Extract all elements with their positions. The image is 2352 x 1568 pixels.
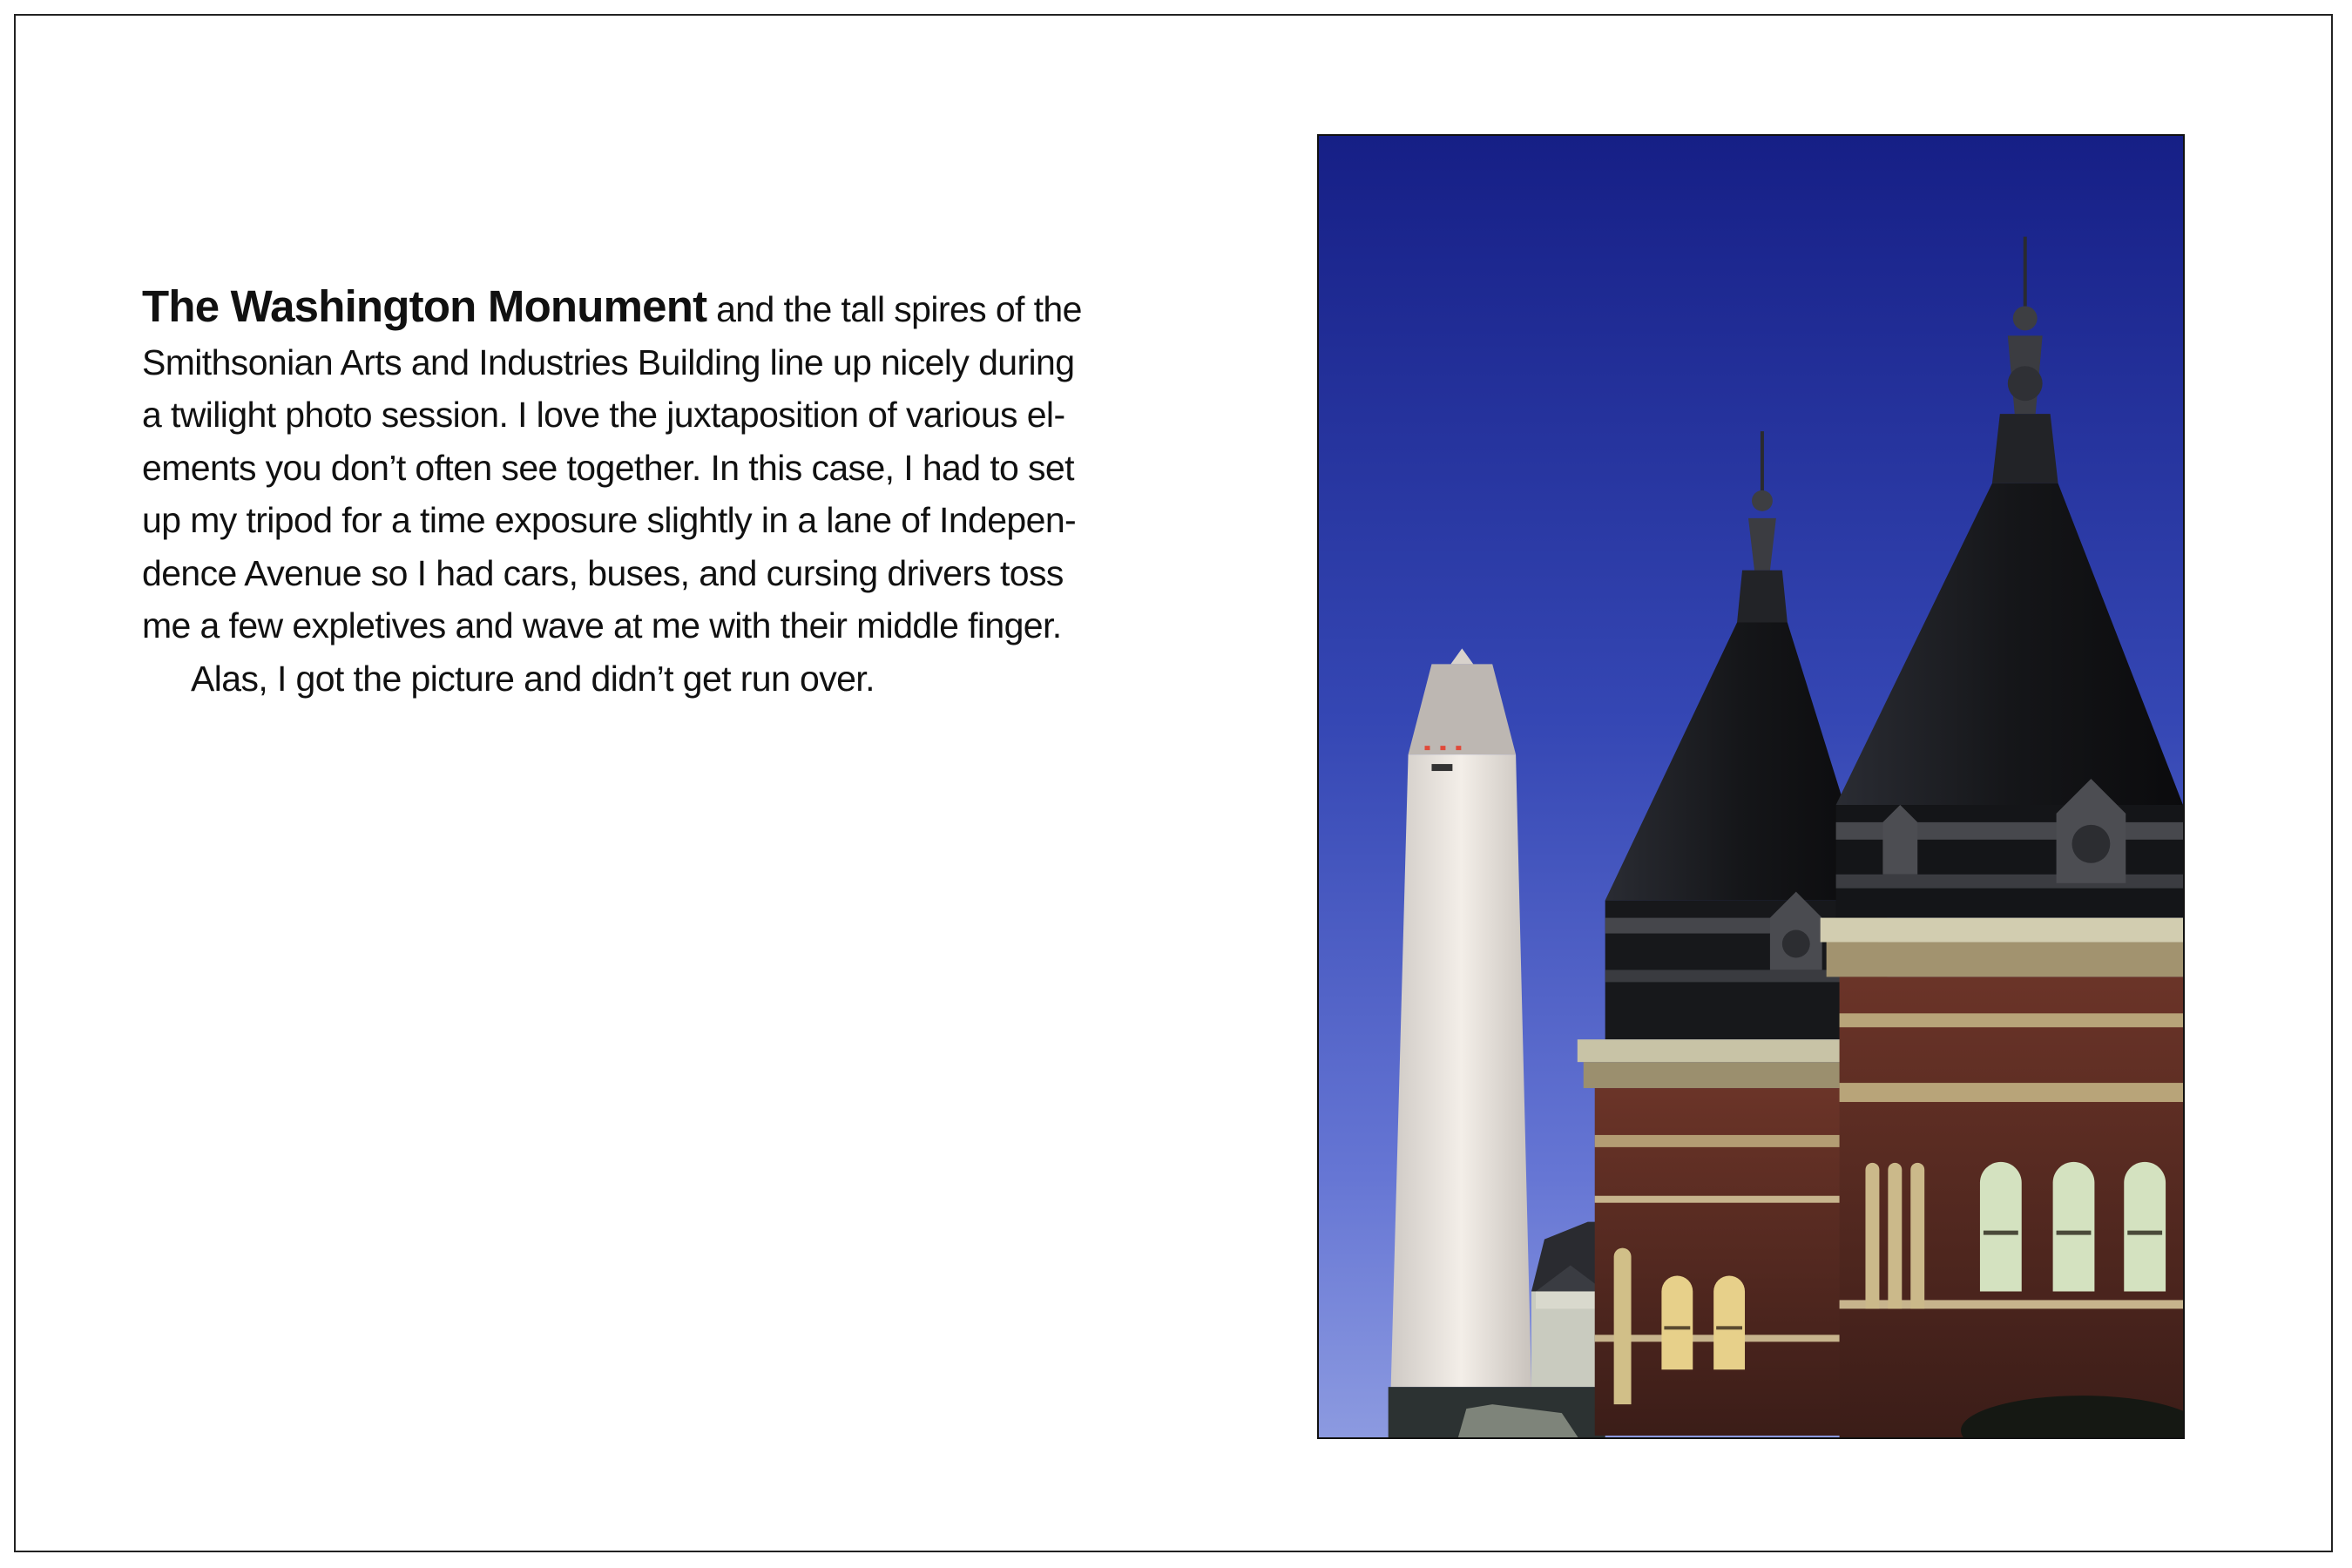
photo-caption: [142, 280, 1131, 705]
washington-monument: [1391, 648, 1531, 1387]
caption-line-5: up my tripod for a time exposure slightly in a lane of Indepen-: [142, 500, 1077, 540]
monument-photo-illustration: [1319, 136, 2183, 1437]
caption-line-6: dence Avenue so I had cars, buses, and cursing drivers toss: [142, 552, 1064, 593]
caption-lead: The Washington Monument: [142, 281, 707, 331]
monument-photo: [1317, 134, 2185, 1439]
caption-line-2: Smithsonian Arts and Industries Building line up nicely during: [142, 341, 1075, 382]
caption-line-3: a twilight photo session. I love the juxtaposition of various el-: [142, 395, 1065, 435]
caption-line-1-text: and the tall spires of the: [706, 289, 1082, 329]
caption-line-8: Alas, I got the picture and didn’t get run over.: [191, 658, 875, 699]
caption-line-4: ements you don’t often see together. In this case, I had to set: [142, 447, 1074, 488]
caption-line-7: me a few expletives and wave at me with their middle finger.: [142, 605, 1062, 645]
caption-line-1: [142, 280, 1131, 336]
